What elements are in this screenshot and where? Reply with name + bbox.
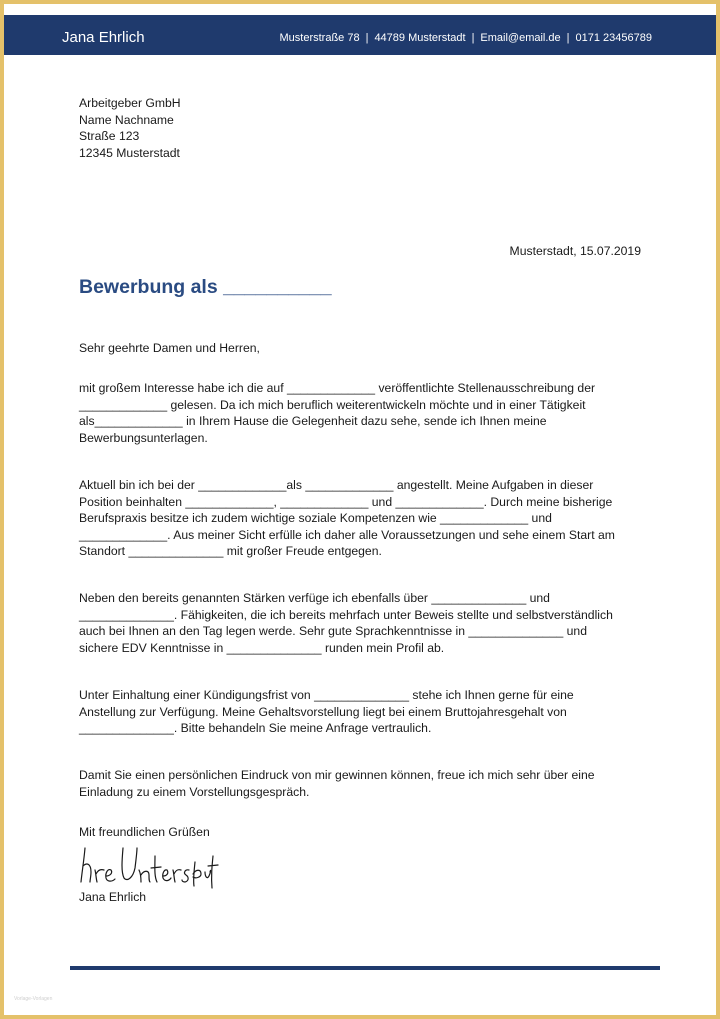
letterhead-bar [4,15,716,55]
closing-phrase: Mit freundlichen Grüßen [79,825,210,839]
sender-name: Jana Ehrlich [62,29,145,46]
separator: | [566,32,570,44]
recipient-company: Arbeitgeber GmbH [79,96,181,110]
paragraph-interest [79,380,595,446]
sender-city: 44789 Musterstadt [374,32,466,44]
subject-heading: Bewerbung als __________ [79,276,332,298]
paragraph-current-position [79,477,615,560]
paragraph-line: Neben den bereits genannten Stärken verfüge ich ebenfalls über ______________ und [79,591,550,605]
paragraph-line: Damit Sie einen persönlichen Eindruck von mir gewinnen können, freue ich mich sehr über eine [79,768,595,782]
paragraph-line: Position beinhalten _____________, _____________ und _____________. Durch meine bisherige [79,494,613,509]
paragraph-line: Einladung zu einem Vorstellungsgespräch. [79,784,310,799]
sender-phone: 0171 23456789 [575,32,652,44]
paragraph-line: sichere EDV Kenntnisse in ______________ runden mein Profil ab. [79,640,445,655]
signer-name: Jana Ehrlich [79,890,147,904]
handwritten-signature [77,842,219,892]
paragraph-interview [79,767,595,800]
paragraph-line: _____________. Aus meiner Sicht erfülle ich daher alle Voraussetzungen und sehe einem Start am [79,527,615,542]
recipient-address [79,95,181,161]
separator: | [365,32,369,44]
paragraph-line: _____________ gelesen. Da ich mich beruflich weiterentwickeln möchte und in einer Tätigkeit [79,397,586,412]
paragraph-line: Aktuell bin ich bei der _____________als _____________ angestellt. Meine Aufgaben in dieser [79,478,594,492]
date-line: Musterstadt, 15.07.2019 [509,244,641,258]
separator: | [471,32,475,44]
recipient-street: Straße 123 [79,129,140,143]
paragraph-line: Bewerbungsunterlagen. [79,430,208,445]
salutation: Sehr geehrte Damen und Herren, [79,341,260,355]
recipient-city: 12345 Musterstadt [79,145,180,160]
paragraph-line: Anstellung zur Verfügung. Meine Gehaltsvorstellung liegt bei einem Bruttojahresgehalt von [79,704,567,719]
sender-street: Musterstraße 78 [279,32,360,44]
paragraph-availability [79,687,574,737]
paragraph-strengths [79,590,613,656]
recipient-name: Name Nachname [79,112,174,127]
paragraph-line: ______________. Fähigkeiten, die ich bereits mehrfach unter Beweis stellte und selbstverständlich [79,607,613,622]
paragraph-line: Standort ______________ mit großer Freude entgegen. [79,544,382,558]
watermark: Vorlage-Vorlagen [14,996,53,1002]
paragraph-line: ______________. Bitte behandeln Sie meine Anfrage vertraulich. [79,721,432,735]
paragraph-line: Unter Einhaltung einer Kündigungsfrist von ______________ stehe ich Ihnen gerne für eine [79,688,574,702]
sender-contact [279,30,652,46]
sender-email: Email@email.de [480,32,561,44]
footer-rule [70,966,660,970]
paragraph-line: als_____________ in Ihrem Hause die Gelegenheit dazu sehe, sende ich Ihnen meine [79,414,547,428]
paragraph-line: mit großem Interesse habe ich die auf _____________ veröffentlichte Stellenausschreibung der [79,381,596,395]
paragraph-line: auch bei Ihnen an den Tag legen werde. Sehr gute Sprachkenntnisse in ______________ und [79,624,587,638]
paragraph-line: Berufspraxis besitze ich zudem wichtige soziale Kompetenzen wie _____________ und [79,511,552,525]
